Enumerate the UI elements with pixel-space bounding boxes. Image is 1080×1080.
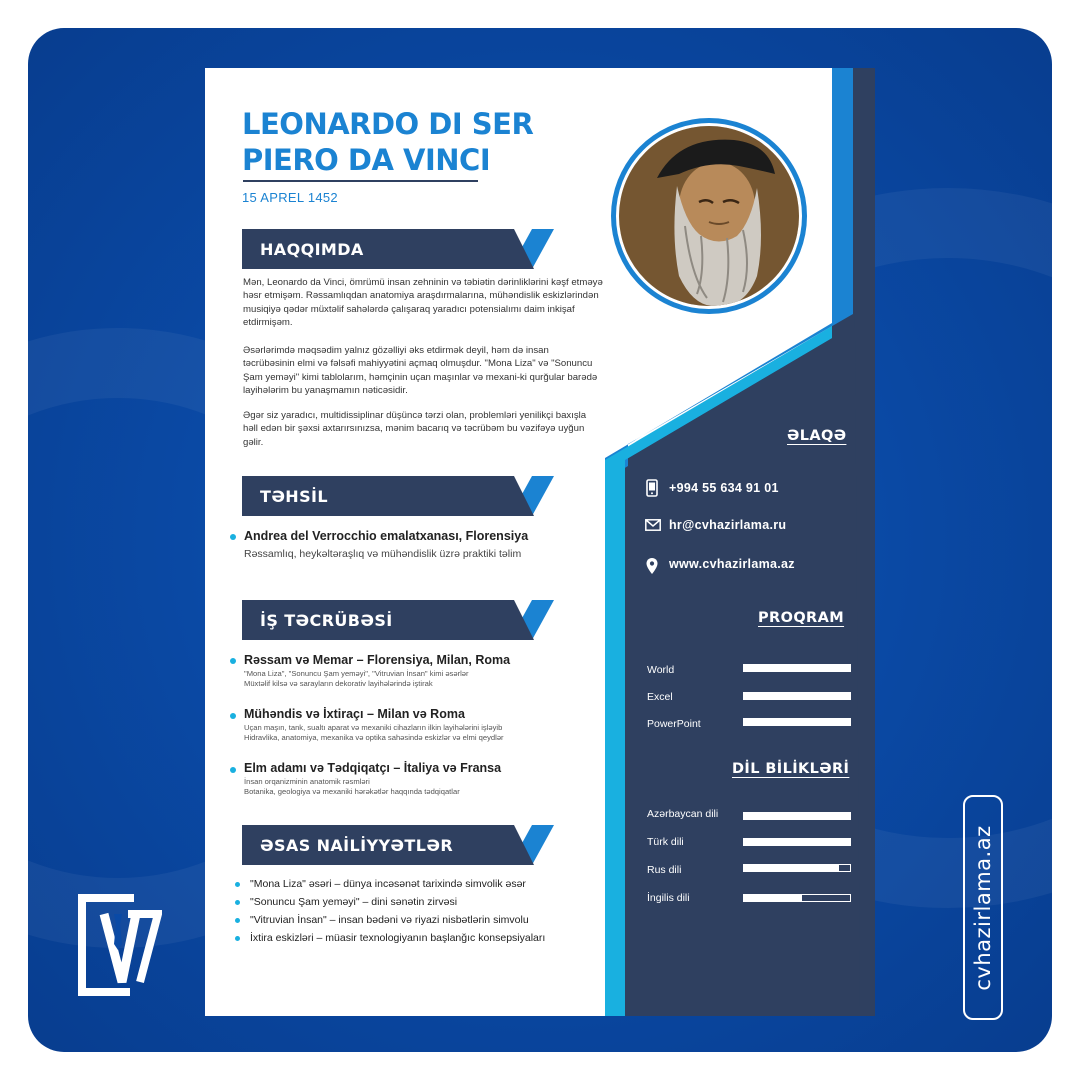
languages-title: DİL BİLİKLƏRİ: [732, 761, 850, 777]
program-title: PROQRAM: [758, 610, 845, 626]
achievement-item: İxtira eskizləri – müasir texnologiyanın başlanğıc konsepsiyaları: [250, 932, 546, 944]
experience-item-detail: Müxtəlif kilsə və sarayların dekorativ layihələrində iştirak: [244, 679, 433, 688]
name-line-1: LEONARDO DI SER: [242, 107, 534, 141]
list-bullet: [235, 900, 240, 905]
program-skill-label: Excel: [647, 691, 673, 703]
achievement-item: "Mona Liza" əsəri – dünya incəsənət tarixində simvolik əsər: [250, 878, 526, 890]
contact-email[interactable]: hr@cvhazirlama.ru: [669, 518, 787, 532]
about-title: HAQQIMDA: [260, 240, 364, 259]
name-line-2: PIERO DA VINCI: [242, 143, 491, 177]
education-title: TƏHSİL: [260, 487, 328, 506]
achievements-title: ƏSAS NAİLİYYƏTLƏR: [260, 836, 454, 855]
language-bar: [743, 838, 851, 846]
achievement-item: "Sonuncu Şam yeməyi" – dini sənətin zirvəsi: [250, 896, 458, 908]
language-bar: [743, 864, 851, 872]
list-bullet: [235, 918, 240, 923]
contact-phone[interactable]: +994 55 634 91 01: [669, 481, 779, 495]
skill-bar-fill: [744, 839, 850, 845]
name-underline: [243, 180, 478, 182]
location-pin-icon: [645, 557, 659, 575]
experience-item-title: Elm adamı və Tədqiqatçı – İtaliya və Fransa: [244, 761, 502, 775]
list-bullet: [235, 936, 240, 941]
language-label: İngilis dili: [647, 892, 690, 904]
list-bullet: [230, 534, 236, 540]
about-heading: [242, 229, 554, 269]
experience-item-detail: Hidravlika, anatomiya, mexanika və optika sahəsində eskizlər və elmi qeydlər: [244, 733, 504, 742]
skill-bar-fill: [744, 865, 839, 871]
experience-item-detail: Uçan maşın, tank, sualtı aparat və mexaniki cihazların ilkin layihələrini işləyib: [244, 723, 503, 732]
education-item-subtitle: Rəssamlıq, heykəltəraşlıq və mühəndislik üzrə praktiki təlim: [244, 548, 522, 560]
about-paragraph-2: Əsərlərimdə məqsədim yalnız gözəlliyi əks etdirmək deyil, həm də insan təcrübəsinin elmi və fəlsəfi mahiyyətini açmaq olmuşdur. "Mona Liza" və "Sonuncu Şam yeməyi" kimi tablolarım, həmçinin uçan maşınlar və mexani-ki qurğular barədə layihələrim bu yanaşmamın nəticəsidir.: [243, 345, 598, 396]
contact-title: ƏLAQƏ: [787, 428, 847, 444]
skill-bar-fill: [744, 693, 850, 699]
language-bar: [743, 812, 851, 820]
about-paragraph-1: Mən, Leonardo da Vinci, ömrümü insan zehninin və təbiətin dərinliklərini kəşf etməyə həsr etmişəm. Rəssamlıqdan anatomiya araşdırmalarına, mühəndislik eskizlərindən musiqiyə qədər müxtəlif sahələrdə çalışaraq yaradıcı potensialımı daim inkişaf etdirmişəm.: [243, 277, 603, 328]
language-label: Rus dili: [647, 864, 682, 876]
achievement-item: "Vitruvian İnsan" – insan bədəni və riyazi nisbətlərin simvolu: [250, 914, 529, 926]
about-paragraph-3: Əgər siz yaradıcı, multidissiplinar düşüncə tərzi olan, problemləri yenilikçi baxışla həll edən bir şəxsi axtarırsınızsa, mənim bacarıq və təcrübəm bu vəzifəyə uyğun gəlir.: [243, 410, 587, 448]
program-skill-label: PowerPoint: [647, 718, 701, 730]
language-label: Türk dili: [647, 836, 684, 848]
achievements-heading: [242, 825, 554, 865]
program-skill-bar: [743, 664, 851, 672]
program-skill-label: World: [647, 664, 675, 676]
education-item-title: Andrea del Verrocchio emalatxanası, Florensiya: [244, 529, 529, 543]
experience-heading: [242, 600, 554, 640]
portrait-image: [619, 126, 799, 306]
list-bullet: [230, 658, 236, 664]
list-bullet: [230, 713, 236, 719]
cv-logo-icon: [76, 894, 162, 996]
experience-item-detail: İnsan orqanizminin anatomik rəsmləri: [244, 777, 370, 786]
skill-bar-fill: [744, 665, 850, 671]
list-bullet: [230, 767, 236, 773]
contact-website[interactable]: www.cvhazirlama.az: [669, 557, 795, 571]
program-skill-bar: [743, 718, 851, 726]
experience-item-detail: "Mona Liza", "Sonuncu Şam yeməyi", "Vitruvian İnsan" kimi əsərlər: [244, 669, 469, 678]
experience-title: İŞ TƏCRÜBƏSİ: [260, 611, 393, 630]
date-of-birth: 15 APREL 1452: [242, 190, 338, 205]
language-bar: [743, 894, 851, 902]
skill-bar-fill: [744, 895, 802, 901]
experience-item-title: Mühəndis və İxtiraçı – Milan və Roma: [244, 707, 465, 721]
education-heading: [242, 476, 554, 516]
language-label: Azərbaycan dili: [647, 808, 719, 820]
website-badge[interactable]: [963, 795, 1003, 1020]
experience-item-title: Rəssam və Memar – Florensiya, Milan, Roma: [244, 653, 511, 667]
phone-icon: [645, 479, 659, 497]
resume-page: [205, 68, 875, 1016]
program-skill-bar: [743, 692, 851, 700]
portrait-photo: [611, 118, 807, 314]
candidate-name: [242, 106, 542, 178]
list-bullet: [235, 882, 240, 887]
website-badge-text: cvhazirlama.az: [971, 824, 995, 991]
skill-bar-fill: [744, 813, 850, 819]
mail-icon: [645, 519, 661, 531]
skill-bar-fill: [744, 719, 850, 725]
experience-item-detail: Botanika, geologiya və mexaniki hərəkətlər haqqında tədqiqatlar: [244, 787, 460, 796]
